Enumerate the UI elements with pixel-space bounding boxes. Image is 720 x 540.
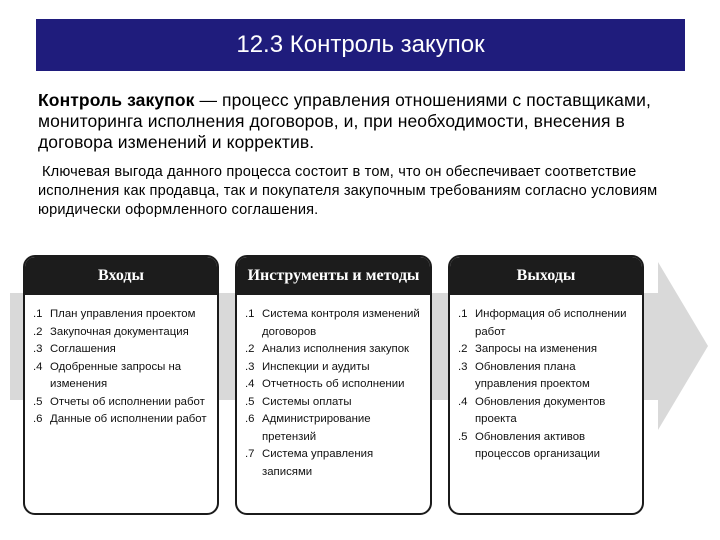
item-number: .3 (458, 360, 468, 373)
box-list-item (245, 394, 426, 412)
item-text: Закупочная документация (50, 325, 189, 338)
item-number: .5 (245, 395, 255, 408)
box-list-item (458, 341, 638, 359)
box-list-item (245, 411, 426, 446)
item-number: .4 (33, 360, 43, 373)
box-item-list (237, 295, 430, 481)
benefit-text: Ключевая выгода данного процесса состоит в том, что он обеспечивает соответствие исполнения как продавца, так и покупателя закупочным требованиям согласно условиям юридически оформленного соглашения. (38, 164, 658, 218)
box-list-item (245, 306, 426, 341)
box-list-item (33, 359, 213, 394)
item-text: Система управления записями (262, 448, 374, 478)
item-number: .2 (33, 325, 43, 338)
definition-term: Контроль закупок (38, 90, 195, 110)
item-number: .5 (458, 430, 468, 443)
item-number: .6 (33, 413, 43, 425)
item-text: Инспекции и аудиты (262, 360, 370, 373)
item-text: Администрирование претензий (262, 413, 371, 443)
item-text: Информация об исполнении работ (475, 308, 627, 338)
item-text: Одобренные запросы на изменения (50, 360, 182, 390)
item-text: Обновления активов процессов организации (475, 430, 601, 460)
item-number: .4 (245, 378, 255, 390)
outputs-box (448, 255, 644, 515)
item-text: Анализ исполнения закупок (262, 343, 410, 355)
box-header: Входы (25, 257, 217, 295)
box-list-item (33, 324, 213, 342)
item-text: Системы оплаты (262, 395, 352, 408)
box-list-item (245, 376, 426, 394)
box-item-list (25, 295, 217, 429)
item-text: Данные об исполнении работ (50, 413, 207, 425)
item-text: Отчетность об исполнении (262, 378, 405, 390)
tools-methods-box (235, 255, 432, 515)
item-number: .4 (458, 395, 468, 408)
item-text: Отчеты об исполнении работ (50, 395, 205, 408)
box-list-item (33, 394, 213, 412)
slide-title: 12.3 Контроль закупок (36, 19, 685, 71)
box-list-item (33, 341, 213, 359)
inputs-box (23, 255, 219, 515)
item-number: .3 (245, 360, 255, 373)
box-list-item (458, 359, 638, 394)
item-number: .5 (33, 395, 43, 408)
box-list-item (245, 341, 426, 359)
item-number: .2 (245, 343, 255, 355)
item-number: .3 (33, 343, 43, 355)
item-text: Запросы на изменения (475, 343, 598, 355)
box-list-item (245, 446, 426, 481)
box-header: Выходы (450, 257, 642, 295)
box-header: Инструменты и методы (237, 257, 430, 295)
item-text: Обновления документов проекта (475, 395, 606, 425)
item-text: Соглашения (50, 343, 116, 355)
box-list-item (245, 359, 426, 377)
item-text: Обновления плана управления проектом (475, 360, 590, 390)
definition-text: — процесс управления отношениями с поставщиками, мониторинга исполнения договоров, и, при необходимости, внесения в договора изменений и корректив. (38, 90, 651, 152)
item-number: .6 (245, 413, 255, 425)
item-number: .7 (245, 448, 255, 460)
item-number: .1 (458, 308, 468, 320)
box-item-list (450, 295, 642, 464)
box-list-item (33, 306, 213, 324)
item-number: .1 (245, 308, 255, 320)
box-list-item (458, 306, 638, 341)
item-number: .1 (33, 308, 43, 320)
box-list-item (458, 429, 638, 464)
item-number: .2 (458, 343, 468, 355)
box-list-item (458, 394, 638, 429)
item-text: План управления проектом (50, 308, 196, 320)
item-text: Система контроля изменений договоров (262, 308, 420, 338)
box-list-item (33, 411, 213, 429)
